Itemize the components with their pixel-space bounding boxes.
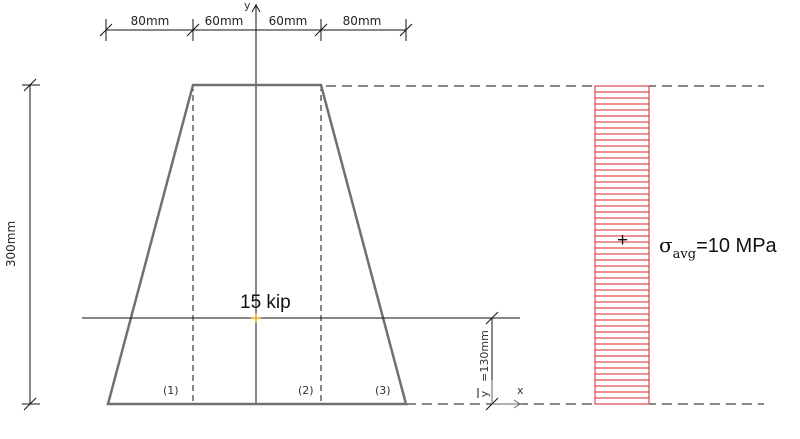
height-dimension-line — [22, 79, 40, 410]
stress-subscript: avg — [672, 247, 697, 262]
y-axis — [252, 4, 260, 404]
height-dimension-label: 300mm — [4, 220, 18, 268]
y-axis-label: y — [244, 0, 251, 12]
stress-sign: + — [617, 230, 629, 251]
dim-label-left-inner: 60mm — [204, 14, 244, 28]
region-label-2: (2) — [298, 384, 314, 397]
inner-dashed-lines — [193, 85, 321, 404]
ybar-dimension-value: =130mm — [478, 330, 491, 382]
x-axis-label: x — [517, 384, 524, 397]
region-label-1: (1) — [163, 384, 179, 397]
stress-symbol: σ — [659, 233, 673, 257]
local-axes — [492, 380, 520, 408]
stress-value: =10 MPa — [696, 235, 777, 257]
region-label-3: (3) — [375, 384, 391, 397]
ybar-symbol: y — [478, 390, 491, 398]
dim-label-right-outer: 80mm — [342, 14, 382, 28]
load-point-icon — [251, 313, 261, 323]
trapezoid-outline — [108, 85, 406, 404]
load-label: 15 kip — [240, 292, 291, 313]
stress-label — [659, 233, 778, 262]
dim-label-right-inner: 60mm — [268, 14, 308, 28]
dim-label-left-outer: 80mm — [130, 14, 170, 28]
